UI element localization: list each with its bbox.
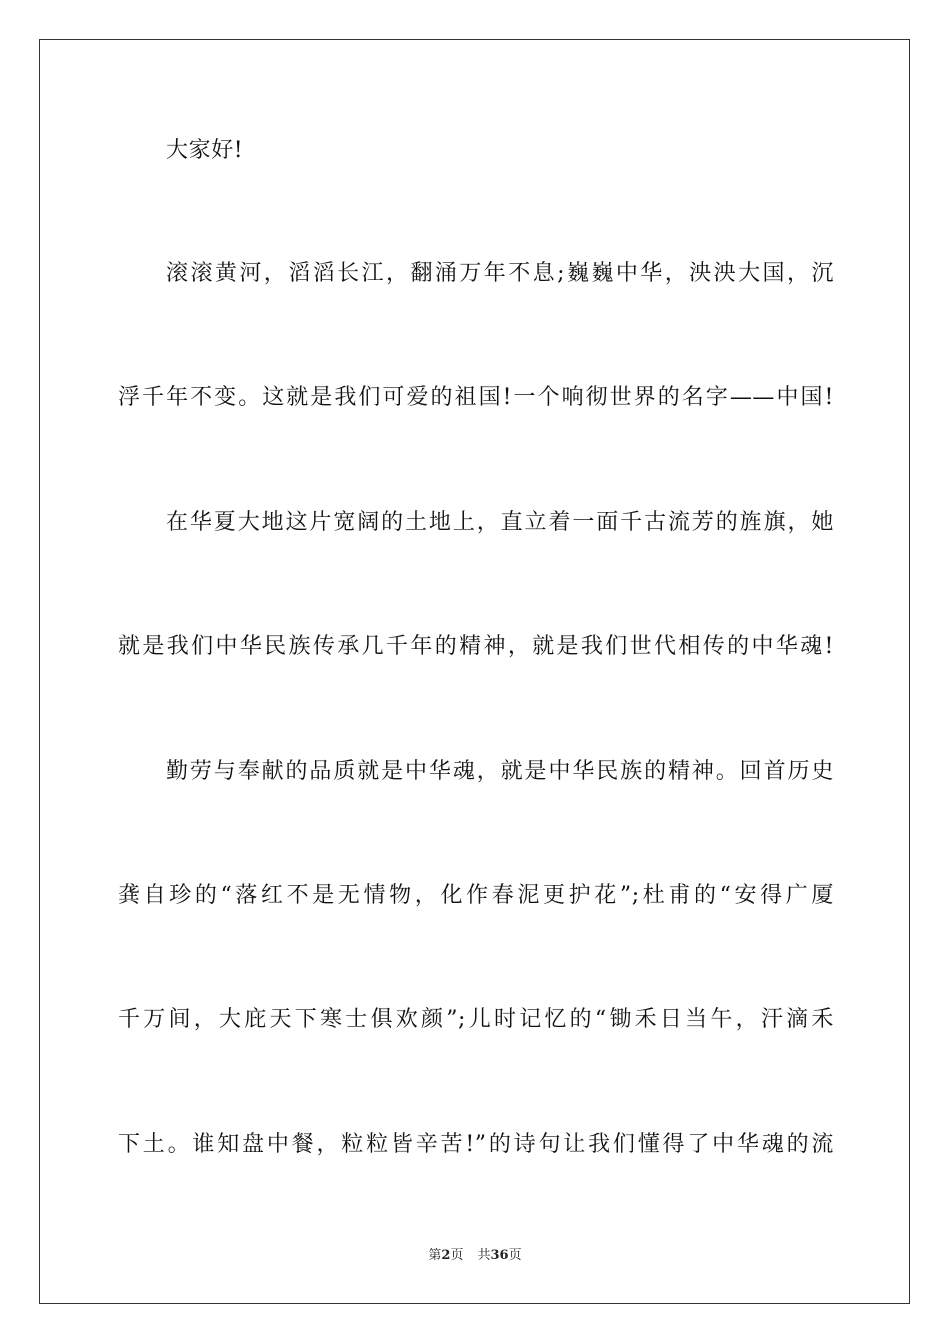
paragraph-line: 在华夏大地这片宽阔的土地上，直立着一面千古流芳的旌旗，她 bbox=[166, 510, 834, 535]
paragraph-line: 龚自珍的“落红不是无情物，化作春泥更护花”;杜甫的“安得广厦 bbox=[118, 883, 834, 908]
paragraph-line: 勤劳与奉献的品质就是中华魂，就是中华民族的精神。回首历史 bbox=[166, 759, 834, 784]
page-number: 2 bbox=[441, 1248, 451, 1263]
page-prefix: 第 bbox=[428, 1248, 442, 1263]
greeting-line: 大家好! bbox=[166, 138, 244, 163]
page-frame bbox=[39, 39, 910, 1304]
paragraph-line: 滚滚黄河，滔滔长江，翻涌万年不息;巍巍中华，泱泱大国，沉 bbox=[166, 261, 834, 286]
page-suffix: 页 bbox=[450, 1248, 464, 1263]
paragraph-line: 浮千年不变。这就是我们可爱的祖国!一个响彻世界的名字——中国! bbox=[118, 385, 834, 410]
paragraph-line: 下土。谁知盘中餐，粒粒皆辛苦!”的诗句让我们懂得了中华魂的流 bbox=[118, 1132, 834, 1157]
total-prefix: 共 bbox=[477, 1248, 491, 1263]
paragraph-line: 千万间，大庇天下寒士俱欢颜”;儿时记忆的“锄禾日当午，汗滴禾 bbox=[118, 1007, 834, 1032]
total-pages: 36 bbox=[490, 1248, 509, 1263]
paragraph-line: 就是我们中华民族传承几千年的精神，就是我们世代相传的中华魂! bbox=[118, 634, 834, 659]
total-suffix: 页 bbox=[508, 1248, 522, 1263]
page-footer bbox=[0, 1247, 950, 1265]
